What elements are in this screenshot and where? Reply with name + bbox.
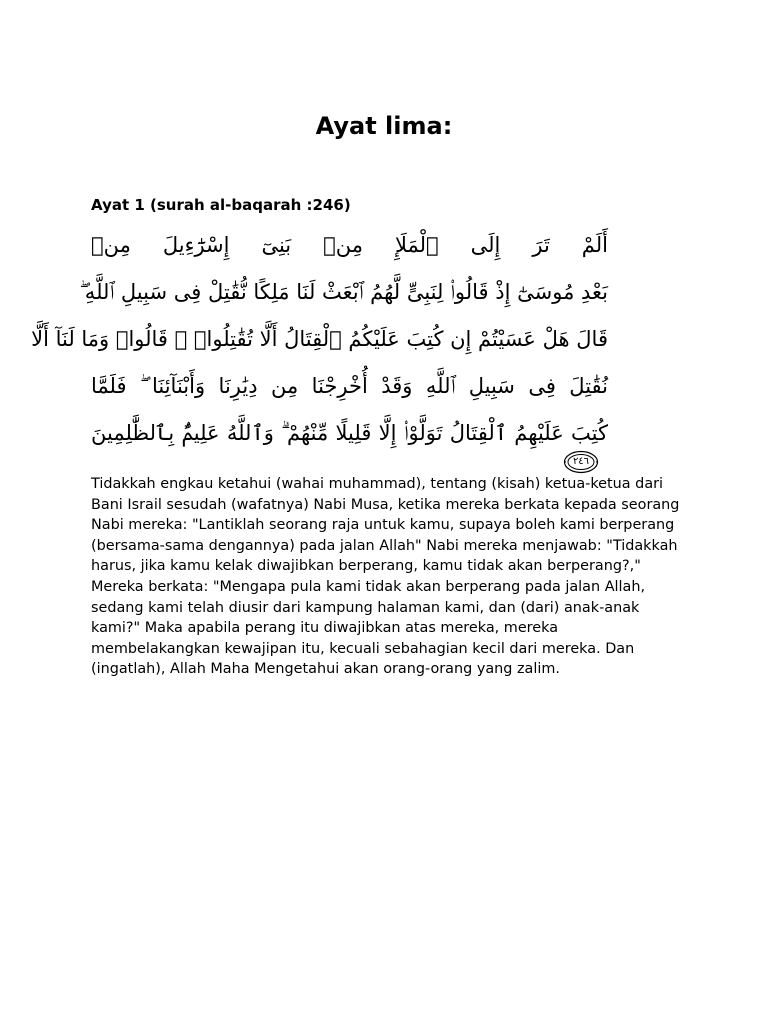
arabic-line-4: نُقَٰتِلَ فِى سَبِيلِ ٱللَّهِ وَقَدْ أُخْرِجْنَا مِن دِيَٰرِنَا وَأَبْنَآئِنَا ۖ فَلَمَّا — [91, 374, 608, 398]
arabic-verse-text — [31, 222, 608, 457]
verse-number-marker — [563, 450, 599, 474]
arabic-line-1: أَلَمْ تَرَ إِلَى ٱلْمَلَإِ مِنۢ بَنِىٓ إِسْرَٰٓءِيلَ مِنۢ — [91, 233, 608, 257]
arabic-line-3: قَالَ هَلْ عَسَيْتُمْ إِن كُتِبَ عَلَيْكُمُ ٱلْقِتَالُ أَلَّا تُقَٰتِلُوا۟ ۖ قَالُوا۟ وَمَا لَنَآ أَلَّا — [31, 327, 608, 351]
arabic-line-5: كُتِبَ عَلَيْهِمُ ٱلْقِتَالُ تَوَلَّوْا۟ إِلَّا قَلِيلًا مِّنْهُمْ ۗ وَٱللَّهُ عَلِيمٌۢ بِٱلظَّٰلِمِينَ — [91, 421, 608, 445]
verse-number: ٢٤٦ — [572, 456, 590, 467]
ayat-reference-label: Ayat 1 (surah al-baqarah :246) — [91, 196, 351, 214]
translation-paragraph: Tidakkah engkau ketahui (wahai muhammad), tentang (kisah) ketua-ketua dari Bani Israil sesudah (wafatnya) Nabi Musa, ketika mereka berkata kepada seorang Nabi mereka: "Lantiklah seorang raja untuk kamu, supaya boleh kami berperang (bersama-sama dengannya) pada jalan Allah" Nabi mereka menjawab: "Tidakkah harus, jika kamu kelak diwajibkan berperang, kamu tidak akan berperang?," Mereka berkata: "Mengapa pula kami tidak akan berperang pada jalan Allah, sedang kami telah diusir dari kampung halaman kami, dan (dari) anak-anak kami?" Maka apabila perang itu diwajibkan atas mereka, mereka membelakangkan kewajipan itu, kecuali sebahagian kecil dari mereka. Dan (ingatlah), Allah Maha Mengetahui akan orang-orang yang zalim. — [91, 476, 680, 678]
page-title: Ayat lima: — [315, 112, 453, 140]
arabic-line-2: بَعْدِ مُوسَىٰٓ إِذْ قَالُوا۟ لِنَبِىٍّ لَّهُمُ ٱبْعَثْ لَنَا مَلِكًا نُّقَٰتِلْ فِى سَبِيلِ ٱللَّهِ ۖ — [79, 280, 608, 304]
